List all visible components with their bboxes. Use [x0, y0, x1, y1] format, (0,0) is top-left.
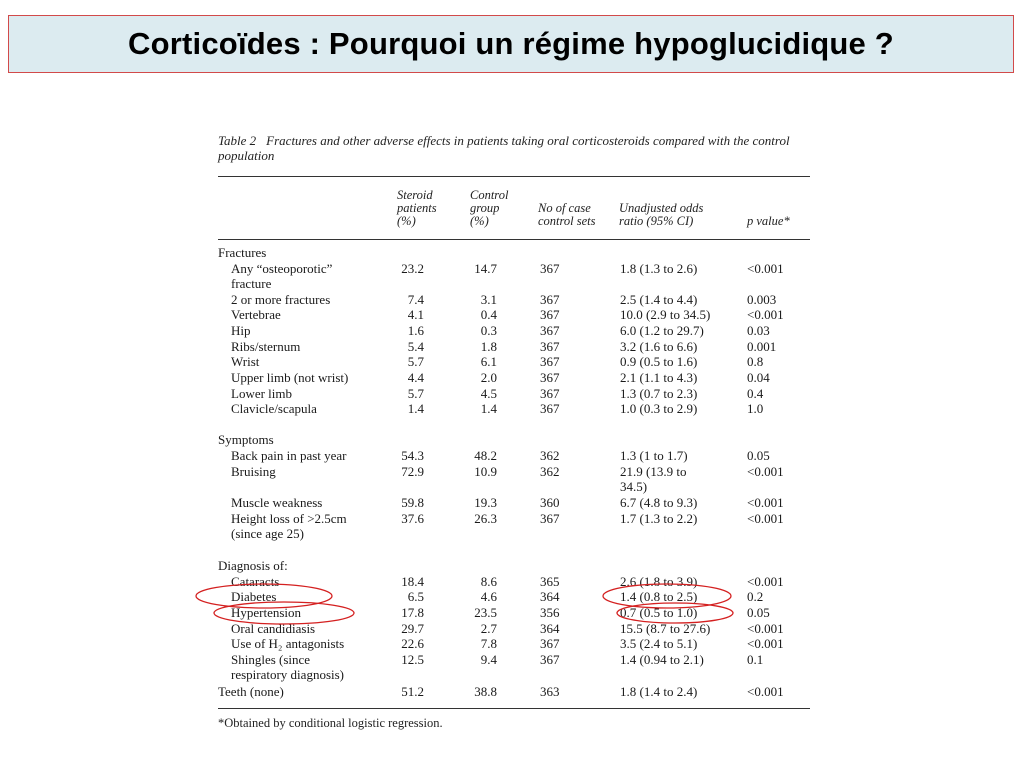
- cell-case-sets: 364: [540, 589, 560, 604]
- cell-steroid-pct: 1.4: [407, 401, 424, 416]
- cell-odds-ratio: 2.1 (1.1 to 4.3): [620, 370, 698, 385]
- cell-odds-ratio: 0.9 (0.5 to 1.6): [620, 354, 698, 369]
- col-header-steroid: Steroid patients (%): [397, 188, 437, 228]
- cell-steroid-pct: 4.4: [407, 370, 424, 385]
- cell-odds-ratio: 6.7 (4.8 to 9.3): [620, 495, 698, 510]
- cell-p-value: 0.2: [747, 589, 764, 604]
- cell-control-pct: 14.7: [474, 261, 497, 276]
- cell-p-value: <0.001: [747, 574, 784, 589]
- cell-control-pct: 1.8: [480, 339, 497, 354]
- cell-control-pct: 26.3: [474, 511, 497, 526]
- cell-case-sets: 367: [540, 323, 560, 338]
- cell-steroid-pct: 37.6: [401, 511, 424, 526]
- cell-p-value: <0.001: [747, 464, 784, 479]
- cell-odds-ratio: 2.5 (1.4 to 4.4): [620, 292, 698, 307]
- col-header-control: Control group (%): [470, 188, 509, 228]
- cell-case-sets: 367: [540, 261, 560, 276]
- row-label: Use of H₂ antagonists: [231, 636, 345, 651]
- cell-p-value: <0.001: [747, 495, 784, 510]
- cell-steroid-pct: 17.8: [401, 605, 424, 620]
- table-top-rule: [218, 176, 810, 177]
- cell-steroid-pct: 72.9: [401, 464, 424, 479]
- cell-odds-ratio: 21.9 (13.9 to 34.5): [620, 464, 687, 494]
- cell-steroid-pct: 54.3: [401, 448, 424, 463]
- table-bottom-rule: [218, 708, 810, 709]
- table-footnote: *Obtained by conditional logistic regression.: [218, 716, 443, 730]
- section-heading: Fractures: [218, 245, 267, 260]
- cell-case-sets: 364: [540, 621, 560, 636]
- cell-case-sets: 367: [540, 370, 560, 385]
- cell-control-pct: 6.1: [480, 354, 497, 369]
- row-label: 2 or more fractures: [231, 292, 331, 307]
- cell-case-sets: 362: [540, 464, 560, 479]
- cell-case-sets: 367: [540, 636, 560, 651]
- cell-steroid-pct: 12.5: [401, 652, 424, 667]
- cell-case-sets: 367: [540, 354, 560, 369]
- cell-steroid-pct: 22.6: [401, 636, 424, 651]
- cell-odds-ratio: 1.0 (0.3 to 2.9): [620, 401, 698, 416]
- table-caption: [218, 133, 812, 163]
- cell-control-pct: 1.4: [480, 401, 497, 416]
- cell-odds-ratio: 1.4 (0.94 to 2.1): [620, 652, 704, 667]
- cell-steroid-pct: 29.7: [401, 621, 424, 636]
- row-label: Oral candidiasis: [231, 621, 316, 636]
- cell-steroid-pct: 1.6: [407, 323, 424, 338]
- cell-odds-ratio: 1.4 (0.8 to 2.5): [620, 589, 698, 604]
- cell-odds-ratio: 6.0 (1.2 to 29.7): [620, 323, 704, 338]
- row-label: Any “osteoporotic” fracture: [231, 261, 333, 291]
- cell-p-value: <0.001: [747, 636, 784, 651]
- cell-odds-ratio: 15.5 (8.7 to 27.6): [620, 621, 711, 636]
- cell-p-value: <0.001: [747, 511, 784, 526]
- col-header-p-value: p value*: [747, 214, 790, 228]
- cell-control-pct: 0.4: [480, 307, 497, 322]
- cell-case-sets: 360: [540, 495, 560, 510]
- row-label: Ribs/sternum: [231, 339, 301, 354]
- cell-steroid-pct: 5.4: [407, 339, 424, 354]
- cell-control-pct: 9.4: [480, 652, 497, 667]
- row-label: Back pain in past year: [231, 448, 347, 463]
- row-label: Teeth (none): [218, 684, 284, 699]
- row-label: Bruising: [231, 464, 276, 479]
- slide-title-box: [8, 15, 1014, 73]
- cell-control-pct: 23.5: [474, 605, 497, 620]
- cell-p-value: 0.05: [747, 448, 770, 463]
- row-label: Upper limb (not wrist): [231, 370, 349, 385]
- cell-p-value: 0.001: [747, 339, 777, 354]
- cell-odds-ratio: 1.8 (1.4 to 2.4): [620, 684, 698, 699]
- cell-control-pct: 7.8: [480, 636, 497, 651]
- cell-p-value: <0.001: [747, 621, 784, 636]
- cell-odds-ratio: 1.3 (1 to 1.7): [620, 448, 688, 463]
- cell-case-sets: 363: [540, 684, 560, 699]
- cell-control-pct: 8.6: [480, 574, 497, 589]
- cell-odds-ratio: 1.3 (0.7 to 2.3): [620, 386, 698, 401]
- row-label: Lower limb: [231, 386, 293, 401]
- cell-p-value: 0.1: [747, 652, 764, 667]
- cell-p-value: 0.03: [747, 323, 770, 338]
- cell-p-value: 0.05: [747, 605, 770, 620]
- cell-odds-ratio: 3.5 (2.4 to 5.1): [620, 636, 698, 651]
- cell-p-value: 0.8: [747, 354, 764, 369]
- cell-steroid-pct: 59.8: [401, 495, 424, 510]
- cell-steroid-pct: 5.7: [407, 354, 424, 369]
- cell-steroid-pct: 4.1: [407, 307, 424, 322]
- cell-odds-ratio: 1.7 (1.3 to 2.2): [620, 511, 698, 526]
- row-label: Wrist: [231, 354, 260, 369]
- cell-steroid-pct: 18.4: [401, 574, 424, 589]
- cell-case-sets: 367: [540, 652, 560, 667]
- col-header-sets: No of case control sets: [538, 201, 596, 228]
- section-heading: Diagnosis of:: [218, 558, 288, 573]
- row-label: Hip: [231, 323, 251, 338]
- cell-case-sets: 367: [540, 292, 560, 307]
- section-heading: Symptoms: [218, 432, 274, 447]
- cell-case-sets: 367: [540, 386, 560, 401]
- cell-odds-ratio: 0.7 (0.5 to 1.0): [620, 605, 698, 620]
- cell-control-pct: 3.1: [480, 292, 497, 307]
- row-label: Diabetes: [231, 589, 277, 604]
- cell-steroid-pct: 6.5: [407, 589, 424, 604]
- table-caption-text: Fractures and other adverse effects in patients taking oral corticosteroids compared with the control population: [218, 133, 790, 163]
- cell-case-sets: 367: [540, 511, 560, 526]
- cell-p-value: 0.04: [747, 370, 770, 385]
- cell-p-value: 1.0: [747, 401, 764, 416]
- cell-steroid-pct: 5.7: [407, 386, 424, 401]
- cell-control-pct: 38.8: [474, 684, 497, 699]
- row-label: Hypertension: [231, 605, 302, 620]
- cell-control-pct: 48.2: [474, 448, 497, 463]
- cell-p-value: <0.001: [747, 684, 784, 699]
- cell-steroid-pct: 51.2: [401, 684, 424, 699]
- col-header-odds-ratio: Unadjusted odds ratio (95% CI): [619, 201, 704, 228]
- slide-title: Corticoïdes : Pourquoi un régime hypoglucidique ?: [128, 26, 894, 61]
- table-number: Table 2: [218, 133, 257, 148]
- cell-odds-ratio: 2.6 (1.8 to 3.9): [620, 574, 698, 589]
- cell-case-sets: 367: [540, 307, 560, 322]
- cell-odds-ratio: 10.0 (2.9 to 34.5): [620, 307, 711, 322]
- cell-control-pct: 19.3: [474, 495, 497, 510]
- cell-case-sets: 365: [540, 574, 560, 589]
- cell-odds-ratio: 3.2 (1.6 to 6.6): [620, 339, 698, 354]
- table-header-rule: [218, 239, 810, 240]
- row-label: Vertebrae: [231, 307, 281, 322]
- cell-control-pct: 4.5: [480, 386, 497, 401]
- cell-case-sets: 367: [540, 401, 560, 416]
- row-label: Shingles (since respiratory diagnosis): [231, 652, 345, 682]
- row-label: Cataracts: [231, 574, 280, 589]
- cell-p-value: 0.4: [747, 386, 764, 401]
- row-label: Height loss of >2.5cm (since age 25): [231, 511, 347, 541]
- cell-control-pct: 2.0: [480, 370, 497, 385]
- cell-control-pct: 2.7: [480, 621, 497, 636]
- cell-steroid-pct: 7.4: [407, 292, 424, 307]
- cell-odds-ratio: 1.8 (1.3 to 2.6): [620, 261, 698, 276]
- row-label: Muscle weakness: [231, 495, 323, 510]
- cell-p-value: <0.001: [747, 261, 784, 276]
- cell-control-pct: 10.9: [474, 464, 497, 479]
- cell-p-value: <0.001: [747, 307, 784, 322]
- cell-case-sets: 356: [540, 605, 560, 620]
- cell-case-sets: 367: [540, 339, 560, 354]
- cell-case-sets: 362: [540, 448, 560, 463]
- cell-control-pct: 4.6: [480, 589, 497, 604]
- cell-steroid-pct: 23.2: [401, 261, 424, 276]
- cell-p-value: 0.003: [747, 292, 777, 307]
- cell-control-pct: 0.3: [480, 323, 497, 338]
- row-label: Clavicle/scapula: [231, 401, 317, 416]
